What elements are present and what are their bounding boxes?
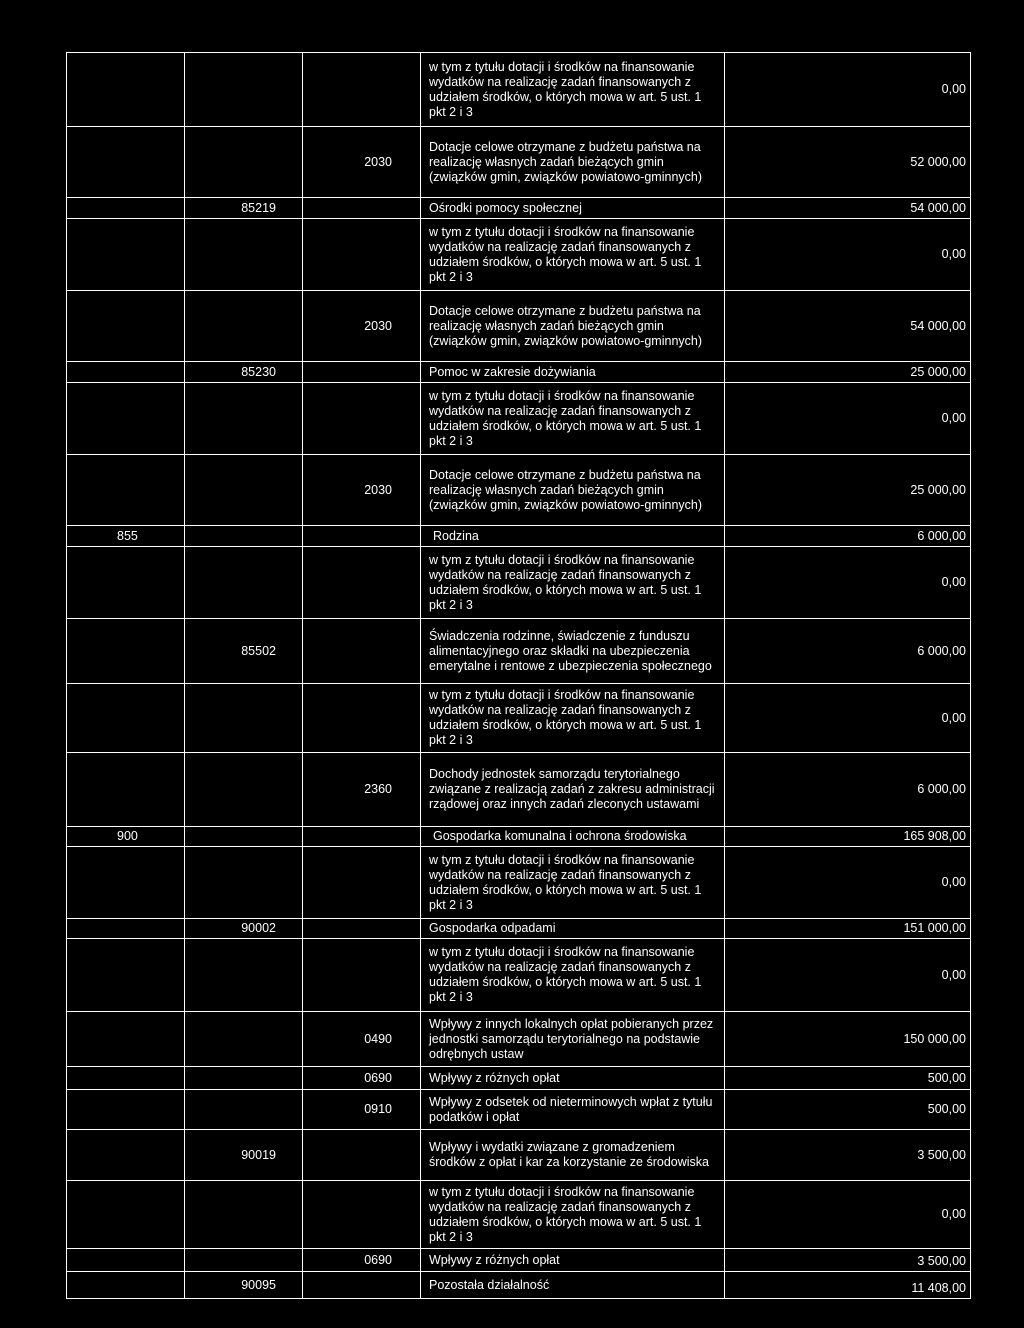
paragraf-cell: 0690 xyxy=(303,1067,421,1090)
table-row xyxy=(67,684,971,753)
description-cell: Dochody jednostek samorządu terytorialnego związane z realizacją zadań z zakresu administracji rządowej oraz innych zadań zleconych ustawami xyxy=(421,753,725,827)
description-cell: Wpływy z odsetek od nieterminowych wpłat z tytułu podatków i opłat xyxy=(421,1090,725,1130)
rozdzial-cell xyxy=(185,827,303,847)
paragraf-cell: 2030 xyxy=(303,127,421,198)
paragraf-cell: 2030 xyxy=(303,291,421,362)
rozdzial-cell xyxy=(185,1249,303,1272)
description-cell: Gospodarka komunalna i ochrona środowiska xyxy=(421,827,725,847)
amount-cell: 500,00 xyxy=(725,1090,971,1130)
table-row xyxy=(67,127,971,198)
table-row xyxy=(67,619,971,684)
dzial-cell xyxy=(67,1090,185,1130)
amount-cell: 52 000,00 xyxy=(725,127,971,198)
paragraf-cell xyxy=(303,847,421,919)
paragraf-cell xyxy=(303,547,421,619)
dzial-cell xyxy=(67,362,185,383)
amount-cell: 54 000,00 xyxy=(725,198,971,219)
paragraf-cell xyxy=(303,1272,421,1299)
dzial-cell xyxy=(67,753,185,827)
rozdzial-cell xyxy=(185,1181,303,1249)
paragraf-cell xyxy=(303,619,421,684)
amount-cell: 150 000,00 xyxy=(725,1012,971,1067)
amount-cell: 151 000,00 xyxy=(725,919,971,939)
paragraf-cell xyxy=(303,1181,421,1249)
table-row xyxy=(67,753,971,827)
table-row xyxy=(67,291,971,362)
description-cell: w tym z tytułu dotacji i środków na finansowanie wydatków na realizację zadań finansowanych z udziałem środków, o których mowa w art. 5 ust. 1 pkt 2 i 3 xyxy=(421,383,725,455)
rozdzial-cell: 90095 xyxy=(185,1272,303,1299)
description-cell: Wpływy z różnych opłat xyxy=(421,1067,725,1090)
amount-cell: 0,00 xyxy=(725,547,971,619)
amount-cell: 0,00 xyxy=(725,847,971,919)
dzial-cell: 855 xyxy=(67,526,185,547)
dzial-cell xyxy=(67,939,185,1012)
description-cell: Pomoc w zakresie dożywiania xyxy=(421,362,725,383)
description-cell: Dotacje celowe otrzymane z budżetu państwa na realizację własnych zadań bieżących gmin (związków gmin, związków powiatowo-gminnych) xyxy=(421,127,725,198)
dzial-cell xyxy=(67,455,185,526)
paragraf-cell: 2030 xyxy=(303,455,421,526)
description-cell: Wpływy i wydatki związane z gromadzeniem środków z opłat i kar za korzystanie ze środowiska xyxy=(421,1130,725,1181)
amount-cell: 3 500,00 xyxy=(725,1249,971,1272)
paragraf-cell xyxy=(303,53,421,127)
description-cell: Świadczenia rodzinne, świadczenie z funduszu alimentacyjnego oraz składki na ubezpieczenia emerytalne i rentowe z ubezpieczenia społecznego xyxy=(421,619,725,684)
description-cell: Dotacje celowe otrzymane z budżetu państwa na realizację własnych zadań bieżących gmin (związków gmin, związków powiatowo-gminnych) xyxy=(421,455,725,526)
paragraf-cell xyxy=(303,526,421,547)
dzial-cell xyxy=(67,1012,185,1067)
amount-cell: 0,00 xyxy=(725,383,971,455)
paragraf-cell xyxy=(303,362,421,383)
paragraf-cell xyxy=(303,219,421,291)
dzial-cell xyxy=(67,291,185,362)
dzial-cell xyxy=(67,1067,185,1090)
amount-cell: 6 000,00 xyxy=(725,753,971,827)
table-row xyxy=(67,547,971,619)
table-row xyxy=(67,219,971,291)
paragraf-cell xyxy=(303,919,421,939)
description-cell: Ośrodki pomocy społecznej xyxy=(421,198,725,219)
rozdzial-cell xyxy=(185,53,303,127)
table-row xyxy=(67,1012,971,1067)
dzial-cell xyxy=(67,1130,185,1181)
amount-cell: 0,00 xyxy=(725,684,971,753)
paragraf-cell xyxy=(303,939,421,1012)
dzial-cell xyxy=(67,547,185,619)
paragraf-cell xyxy=(303,198,421,219)
table-row xyxy=(67,198,971,219)
description-cell: Gospodarka odpadami xyxy=(421,919,725,939)
paragraf-cell xyxy=(303,684,421,753)
paragraf-cell xyxy=(303,1130,421,1181)
rozdzial-cell xyxy=(185,1012,303,1067)
paragraf-cell xyxy=(303,827,421,847)
table-row xyxy=(67,1272,971,1299)
rozdzial-cell xyxy=(185,219,303,291)
dzial-cell xyxy=(67,127,185,198)
amount-cell: 25 000,00 xyxy=(725,362,971,383)
amount-cell: 25 000,00 xyxy=(725,455,971,526)
description-cell: Rodzina xyxy=(421,526,725,547)
table-row xyxy=(67,455,971,526)
paragraf-cell xyxy=(303,383,421,455)
amount-cell: 165 908,00 xyxy=(725,827,971,847)
rozdzial-cell: 85219 xyxy=(185,198,303,219)
table-row xyxy=(67,1090,971,1130)
rozdzial-cell: 90002 xyxy=(185,919,303,939)
dzial-cell xyxy=(67,919,185,939)
paragraf-cell: 0490 xyxy=(303,1012,421,1067)
table-row xyxy=(67,1130,971,1181)
amount-cell: 500,00 xyxy=(725,1067,971,1090)
amount-cell: 0,00 xyxy=(725,1181,971,1249)
rozdzial-cell xyxy=(185,1090,303,1130)
rozdzial-cell xyxy=(185,291,303,362)
table-row xyxy=(67,526,971,547)
table-row xyxy=(67,53,971,127)
budget-table xyxy=(66,52,971,1299)
dzial-cell xyxy=(67,198,185,219)
paragraf-cell: 0910 xyxy=(303,1090,421,1130)
rozdzial-cell xyxy=(185,526,303,547)
description-cell: w tym z tytułu dotacji i środków na finansowanie wydatków na realizację zadań finansowanych z udziałem środków, o których mowa w art. 5 ust. 1 pkt 2 i 3 xyxy=(421,939,725,1012)
table-row xyxy=(67,1067,971,1090)
amount-cell: 0,00 xyxy=(725,53,971,127)
rozdzial-cell xyxy=(185,547,303,619)
table-row xyxy=(67,1181,971,1249)
dzial-cell xyxy=(67,383,185,455)
paragraf-cell: 0690 xyxy=(303,1249,421,1272)
description-cell: w tym z tytułu dotacji i środków na finansowanie wydatków na realizację zadań finansowanych z udziałem środków, o których mowa w art. 5 ust. 1 pkt 2 i 3 xyxy=(421,219,725,291)
amount-cell: 3 500,00 xyxy=(725,1130,971,1181)
rozdzial-cell xyxy=(185,1067,303,1090)
description-cell: w tym z tytułu dotacji i środków na finansowanie wydatków na realizację zadań finansowanych z udziałem środków, o których mowa w art. 5 ust. 1 pkt 2 i 3 xyxy=(421,684,725,753)
description-cell: Pozostała działalność xyxy=(421,1272,725,1299)
table-row xyxy=(67,847,971,919)
table-row xyxy=(67,383,971,455)
rozdzial-cell: 85230 xyxy=(185,362,303,383)
rozdzial-cell xyxy=(185,753,303,827)
dzial-cell: 900 xyxy=(67,827,185,847)
dzial-cell xyxy=(67,219,185,291)
table-row xyxy=(67,827,971,847)
dzial-cell xyxy=(67,847,185,919)
table-row xyxy=(67,939,971,1012)
amount-cell: 54 000,00 xyxy=(725,291,971,362)
dzial-cell xyxy=(67,1181,185,1249)
dzial-cell xyxy=(67,1249,185,1272)
paragraf-cell: 2360 xyxy=(303,753,421,827)
description-cell: w tym z tytułu dotacji i środków na finansowanie wydatków na realizację zadań finansowanych z udziałem środków, o których mowa w art. 5 ust. 1 pkt 2 i 3 xyxy=(421,1181,725,1249)
amount-cell: 6 000,00 xyxy=(725,619,971,684)
rozdzial-cell xyxy=(185,383,303,455)
amount-cell: 11 408,00 xyxy=(725,1272,971,1299)
description-cell: w tym z tytułu dotacji i środków na finansowanie wydatków na realizację zadań finansowanych z udziałem środków, o których mowa w art. 5 ust. 1 pkt 2 i 3 xyxy=(421,847,725,919)
rozdzial-cell xyxy=(185,455,303,526)
description-cell: w tym z tytułu dotacji i środków na finansowanie wydatków na realizację zadań finansowanych z udziałem środków, o których mowa w art. 5 ust. 1 pkt 2 i 3 xyxy=(421,547,725,619)
rozdzial-cell xyxy=(185,939,303,1012)
rozdzial-cell: 90019 xyxy=(185,1130,303,1181)
dzial-cell xyxy=(67,53,185,127)
rozdzial-cell xyxy=(185,684,303,753)
description-cell: w tym z tytułu dotacji i środków na finansowanie wydatków na realizację zadań finansowanych z udziałem środków, o których mowa w art. 5 ust. 1 pkt 2 i 3 xyxy=(421,53,725,127)
rozdzial-cell: 85502 xyxy=(185,619,303,684)
dzial-cell xyxy=(67,684,185,753)
amount-cell: 0,00 xyxy=(725,939,971,1012)
dzial-cell xyxy=(67,1272,185,1299)
rozdzial-cell xyxy=(185,127,303,198)
table-row xyxy=(67,1249,971,1272)
rozdzial-cell xyxy=(185,847,303,919)
amount-cell: 0,00 xyxy=(725,219,971,291)
description-cell: Wpływy z innych lokalnych opłat pobieranych przez jednostki samorządu terytorialnego na podstawie odrębnych ustaw xyxy=(421,1012,725,1067)
amount-cell: 6 000,00 xyxy=(725,526,971,547)
table-row xyxy=(67,362,971,383)
dzial-cell xyxy=(67,619,185,684)
description-cell: Wpływy z różnych opłat xyxy=(421,1249,725,1272)
table-row xyxy=(67,919,971,939)
description-cell: Dotacje celowe otrzymane z budżetu państwa na realizację własnych zadań bieżących gmin (związków gmin, związków powiatowo-gminnych) xyxy=(421,291,725,362)
